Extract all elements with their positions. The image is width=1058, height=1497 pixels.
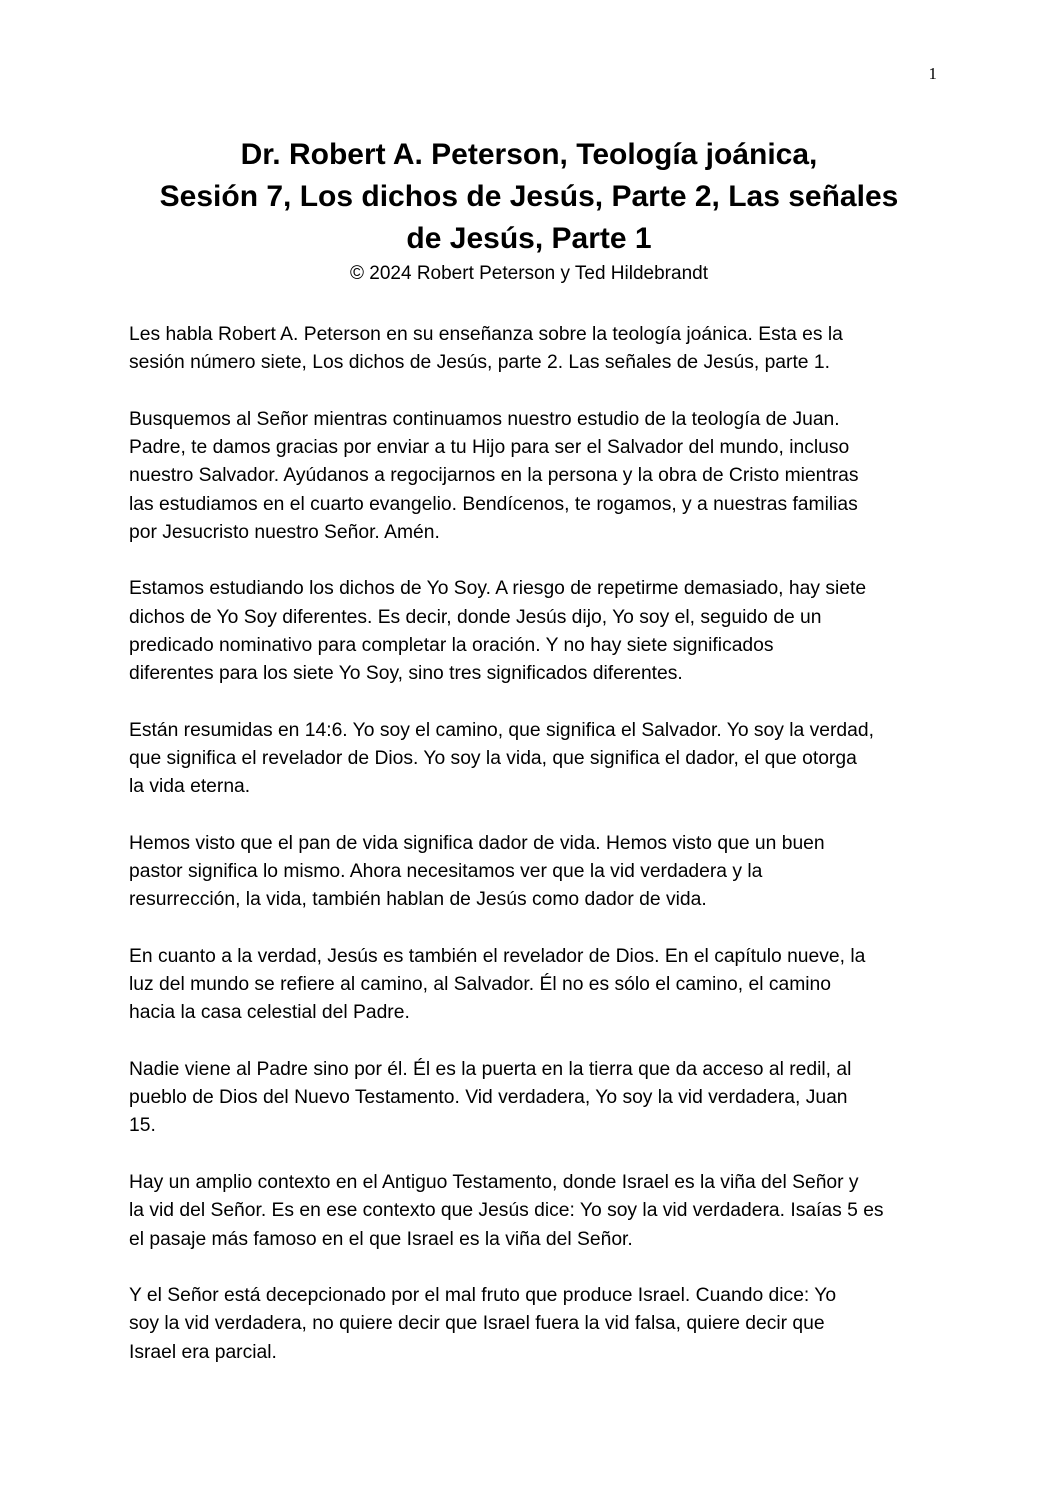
text-line: la vida eterna.: [129, 776, 251, 798]
text-line: Israel era parcial.: [129, 1341, 277, 1363]
text-line: sesión número siete, Los dichos de Jesús, parte 2. Las señales de Jesús, parte 1.: [129, 352, 830, 374]
document-body: [129, 321, 939, 1395]
page-number: 1: [928, 64, 937, 83]
text-line: Están resumidas en 14:6. Yo soy el camino, que significa el Salvador. Yo soy la verdad,: [129, 719, 874, 741]
text-line: Hay un amplio contexto en el Antiguo Testamento, donde Israel es la viña del Señor y: [129, 1172, 859, 1194]
title-line: de Jesús, Parte 1: [406, 222, 652, 255]
text-line: Nadie viene al Padre sino por él. Él es la puerta en la tierra que da acceso al redil, al: [129, 1059, 852, 1081]
text-line: pueblo de Dios del Nuevo Testamento. Vid verdadera, Yo soy la vid verdadera, Juan: [129, 1087, 848, 1109]
document-title: [100, 134, 958, 260]
paragraph-prayer: [129, 406, 939, 547]
paragraph-vineyard: [129, 1169, 939, 1254]
paragraph-life-giver: [129, 830, 939, 915]
text-line: Padre, te damos gracias por enviar a tu Hijo para ser el Salvador del mundo, incluso: [129, 437, 850, 459]
text-line: resurrección, la vida, también hablan de Jesús como dador de vida.: [129, 889, 707, 911]
text-line: Les habla Robert A. Peterson en su enseñanza sobre la teología joánica. Esta es la: [129, 324, 843, 345]
text-line: Hemos visto que el pan de vida significa dador de vida. Hemos visto que un buen: [129, 832, 825, 854]
paragraph-summary: [129, 717, 939, 802]
text-line: En cuanto a la verdad, Jesús es también el revelador de Dios. En el capítulo nueve, la: [129, 945, 866, 967]
paragraph-truth: [129, 943, 939, 1028]
title-line: Sesión 7, Los dichos de Jesús, Parte 2, Las señales: [159, 180, 899, 213]
text-line: Busquemos al Señor mientras continuamos nuestro estudio de la teología de Juan.: [129, 408, 840, 430]
copyright-notice: © 2024 Robert Peterson y Ted Hildebrandt: [350, 263, 708, 284]
text-line: que significa el revelador de Dios. Yo soy la vida, que significa el dador, el que otorga: [129, 747, 857, 769]
text-line: predicado nominativo para completar la oración. Y no hay siete significados: [129, 634, 774, 656]
text-line: pastor significa lo mismo. Ahora necesitamos ver que la vid verdadera y la: [129, 861, 763, 883]
paragraph-intro: [129, 321, 939, 377]
text-line: la vid del Señor. Es en ese contexto que Jesús dice: Yo soy la vid verdadera. Isaías 5 es: [129, 1200, 884, 1222]
document-header: [100, 134, 958, 286]
text-line: soy la vid verdadera, no quiere decir que Israel fuera la vid falsa, quiere decir que: [129, 1313, 825, 1335]
paragraph-door: [129, 1056, 939, 1141]
text-line: las estudiamos en el cuarto evangelio. Bendícenos, te rogamos, y a nuestras familias: [129, 493, 858, 515]
text-line: Y el Señor está decepcionado por el mal fruto que produce Israel. Cuando dice: Yo: [129, 1285, 837, 1307]
text-line: por Jesucristo nuestro Señor. Amén.: [129, 521, 440, 543]
paragraph-true-vine: [129, 1282, 939, 1367]
title-line: Dr. Robert A. Peterson, Teología joánica,: [240, 138, 818, 171]
text-line: nuestro Salvador. Ayúdanos a regocijarnos en la persona y la obra de Cristo mientras: [129, 465, 859, 487]
text-line: 15.: [129, 1115, 156, 1137]
text-line: hacia la casa celestial del Padre.: [129, 1002, 410, 1024]
paragraph-i-am-sayings: [129, 575, 939, 688]
text-line: luz del mundo se refiere al camino, al Salvador. Él no es sólo el camino, el camino: [129, 974, 831, 996]
text-line: el pasaje más famoso en el que Israel es la viña del Señor.: [129, 1228, 633, 1250]
text-line: Estamos estudiando los dichos de Yo Soy. A riesgo de repetirme demasiado, hay siete: [129, 578, 867, 600]
text-line: diferentes para los siete Yo Soy, sino tres significados diferentes.: [129, 663, 683, 685]
text-line: dichos de Yo Soy diferentes. Es decir, donde Jesús dijo, Yo soy el, seguido de un: [129, 606, 822, 628]
